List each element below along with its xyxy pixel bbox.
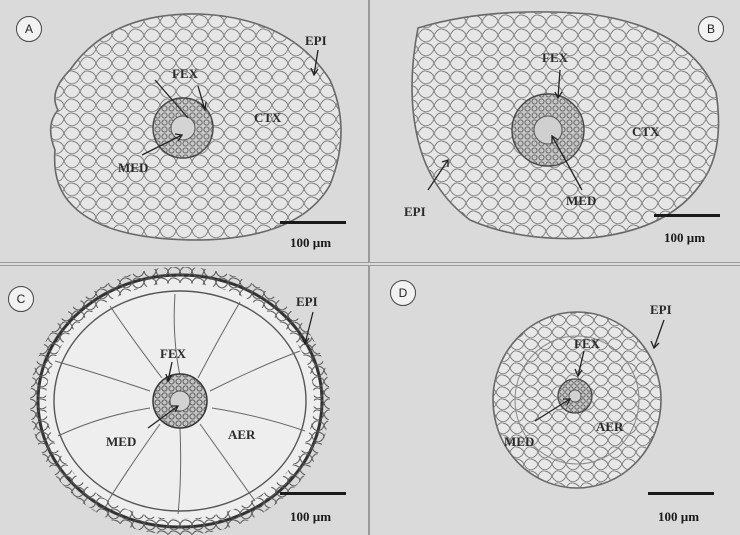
label-aer: AER — [596, 419, 624, 434]
scale-label: 100 µm — [290, 509, 332, 524]
label-ctx: CTX — [254, 110, 282, 125]
scale-bar — [654, 214, 720, 217]
scale-label: 100 µm — [658, 509, 700, 524]
label-epi: EPI — [305, 33, 327, 48]
scale-bar — [280, 221, 346, 224]
panel-letter-c: C — [8, 286, 34, 312]
panel-letter-b: B — [698, 16, 724, 42]
label-epi: EPI — [404, 204, 426, 219]
scale-label: 100 µm — [664, 230, 706, 245]
panel-b — [370, 0, 740, 262]
label-fex: FEX — [574, 336, 600, 351]
label-fex: FEX — [160, 346, 186, 361]
scale-label: 100 µm — [290, 235, 332, 250]
label-fex: FEX — [542, 50, 568, 65]
label-epi: EPI — [650, 302, 672, 317]
panel-d — [370, 266, 740, 535]
panel-c — [0, 266, 368, 535]
label-med: MED — [504, 434, 535, 449]
scale-bar — [648, 492, 714, 495]
panel-b-section — [370, 0, 740, 262]
label-fex: FEX — [172, 66, 198, 81]
panel-letter-d: D — [390, 280, 416, 306]
label-epi: EPI — [296, 294, 318, 309]
label-med: MED — [118, 160, 149, 175]
label-aer: AER — [228, 427, 256, 442]
panel-letter-a: A — [16, 16, 42, 42]
label-ctx: CTX — [632, 124, 660, 139]
scale-bar — [280, 492, 346, 495]
label-med: MED — [106, 434, 137, 449]
panel-a — [0, 0, 368, 262]
label-med: MED — [566, 193, 597, 208]
